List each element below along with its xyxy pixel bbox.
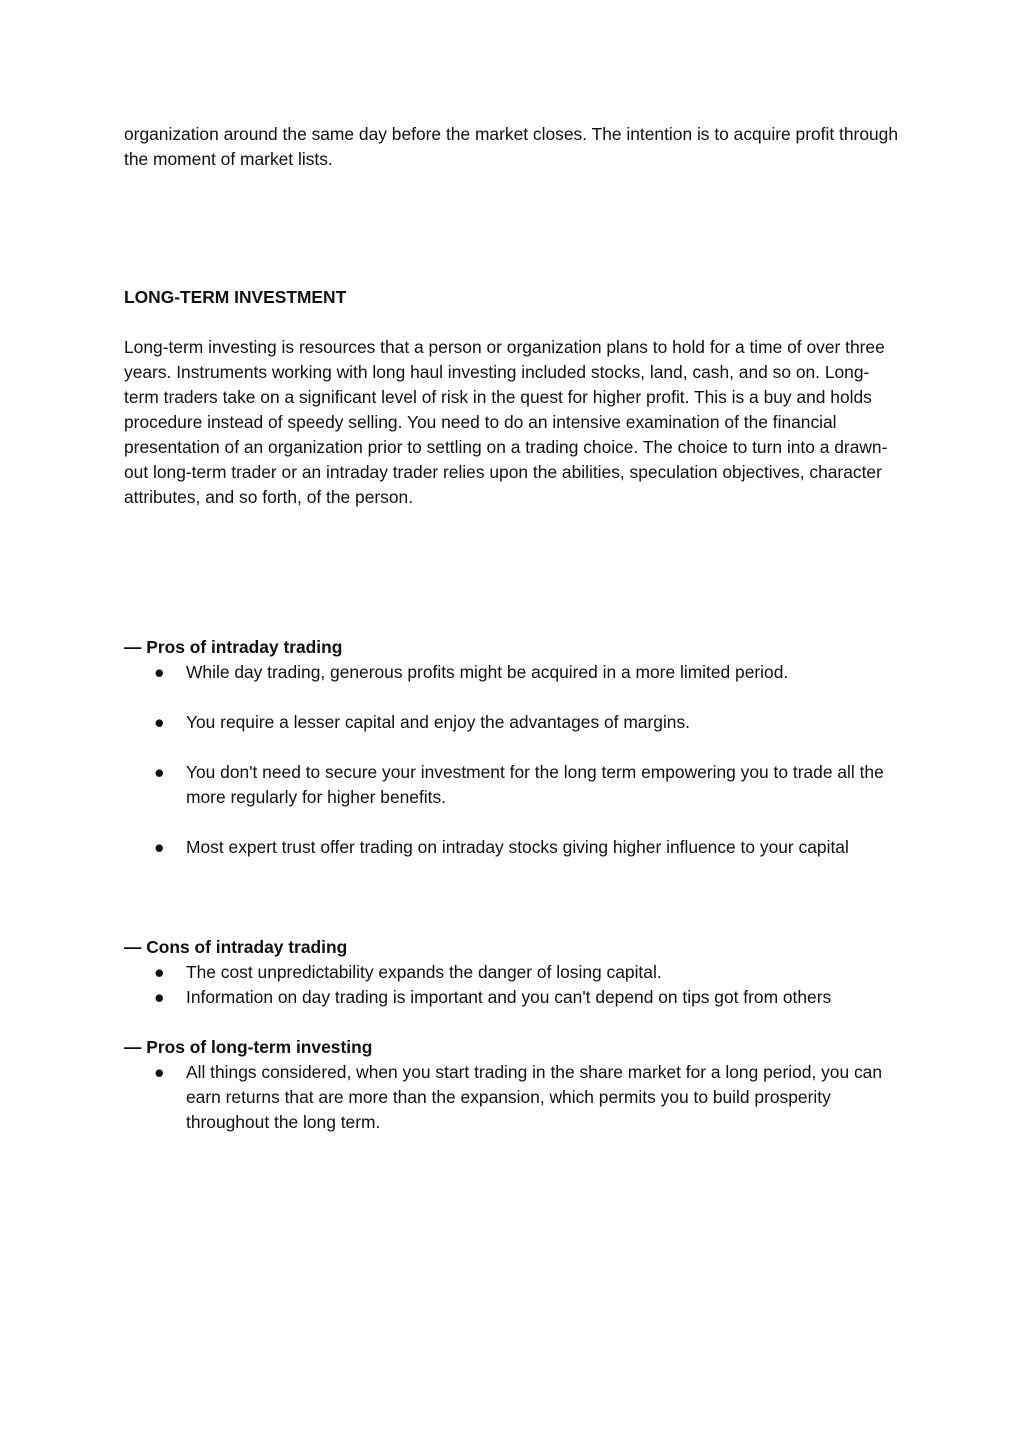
bullet-icon: ● — [154, 712, 165, 732]
list-item — [124, 985, 904, 1010]
cons-intraday-heading: — Cons of intraday trading — [124, 937, 348, 957]
pros-long-term-list — [124, 1060, 904, 1135]
long-term-investment-heading: LONG-TERM INVESTMENT — [124, 287, 347, 307]
list-item — [124, 760, 904, 810]
list-item-text: You don't need to secure your investment for the long term empowering you to trade all the more regularly for higher benefits. — [186, 762, 884, 807]
bullet-icon: ● — [154, 837, 165, 857]
list-item-text: While day trading, generous profits might be acquired in a more limited period. — [186, 662, 789, 682]
bullet-icon: ● — [154, 662, 165, 682]
list-item-text: Information on day trading is important and you can't depend on tips got from others — [186, 987, 832, 1007]
list-item — [124, 1060, 904, 1135]
list-item — [124, 960, 904, 985]
pros-intraday-heading: — Pros of intraday trading — [124, 637, 343, 657]
list-item-text: The cost unpredictability expands the danger of losing capital. — [186, 962, 662, 982]
long-term-investment-paragraph: Long-term investing is resources that a person or organization plans to hold for a time of over three years. Instruments working with long haul investing included stocks, land, cash, and so on. Long-term traders take on a significant level of risk in the quest for higher profit. This is a buy and holds procedure instead of speedy selling. You need to do an intensive examination of the financial presentation of an organization prior to settling on a trading choice. The choice to turn into a drawn-out long-term trader or an intraday trader relies upon the abilities, speculation objectives, character attributes, and so forth, of the person. — [124, 337, 888, 507]
pros-long-term-heading: — Pros of long-term investing — [124, 1037, 373, 1057]
bullet-icon: ● — [154, 1062, 165, 1082]
list-item — [124, 660, 904, 685]
list-item — [124, 835, 904, 860]
document-page — [124, 122, 904, 1135]
list-item-text: You require a lesser capital and enjoy the advantages of margins. — [186, 712, 691, 732]
list-item-text: All things considered, when you start trading in the share market for a long period, you can earn returns that are more than the expansion, which permits you to build prosperity throughout the long term. — [186, 1062, 883, 1132]
bullet-icon: ● — [154, 987, 165, 1007]
cons-intraday-list — [124, 960, 904, 1010]
bullet-icon: ● — [154, 762, 165, 782]
intro-paragraph: organization around the same day before the market closes. The intention is to acquire profit through the moment of market lists. — [124, 124, 899, 169]
list-item — [124, 710, 904, 735]
list-item-text: Most expert trust offer trading on intraday stocks giving higher influence to your capital — [186, 837, 849, 857]
bullet-icon: ● — [154, 962, 165, 982]
pros-intraday-list — [124, 660, 904, 860]
